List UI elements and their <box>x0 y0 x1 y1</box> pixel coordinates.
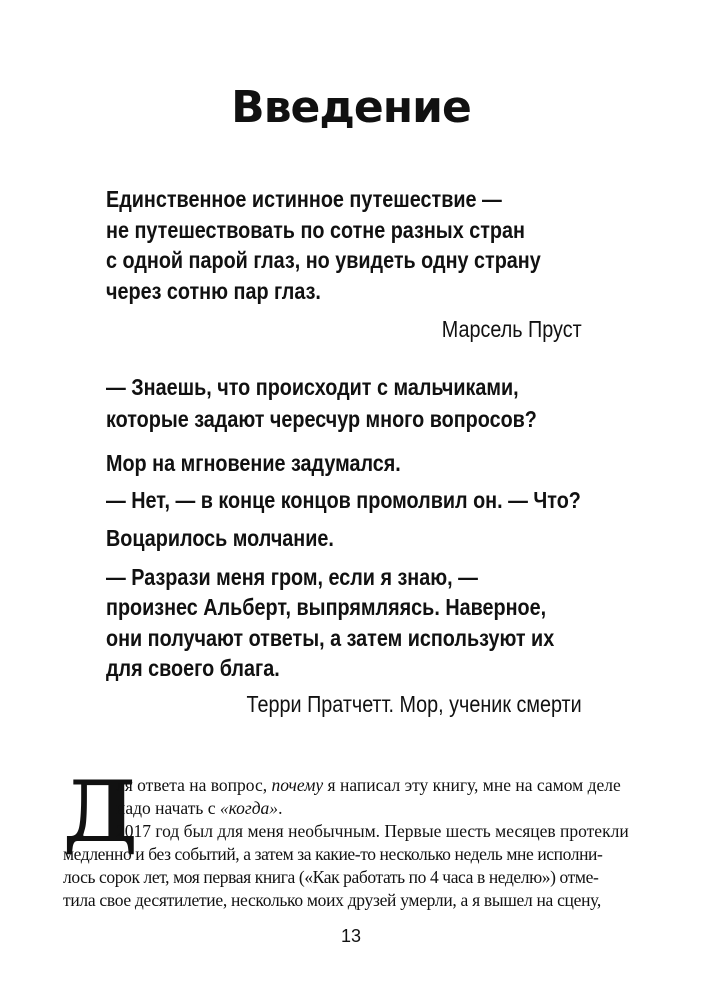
epigraph-line: Мор на мгновение задумался. <box>106 450 401 476</box>
epigraph-line: — Нет, — в конце концов промолвил он. — Что? <box>106 487 581 513</box>
epigraph-author: Терри Пратчетт. Мор, ученик смерти <box>246 691 582 717</box>
body-line: лось сорок лет, моя первая книга («Как работать по 4 часа в неделю») отме- <box>63 867 599 887</box>
epigraph-line: они получают ответы, а затем используют их <box>106 625 555 651</box>
body-line: ля ответа на вопрос, почему я написал эту книгу, мне на самом деле <box>116 775 621 795</box>
chapter-title: Введение <box>231 82 471 133</box>
epigraph-line: не путешествовать по сотне разных стран <box>106 217 525 243</box>
epigraph-line: Единственное истинное путешествие — <box>106 186 502 212</box>
epigraph-line: — Знаешь, что происходит с мальчиками, <box>106 374 519 400</box>
epigraph-line: с одной парой глаз, но увидеть одну страну <box>106 247 541 273</box>
drop-cap: Д <box>63 762 138 861</box>
body-line: 2017 год был для меня необычным. Первые шесть месяцев протекли <box>116 821 629 841</box>
page-number: 13 <box>340 926 362 946</box>
epigraph-line: Воцарилось молчание. <box>106 525 334 551</box>
epigraph-author: Марсель Пруст <box>442 316 582 342</box>
epigraph-line: для своего блага. <box>106 655 280 681</box>
body-line: тила свое десятилетие, несколько моих друзей умерли, а я вышел на сцену, <box>63 890 601 910</box>
epigraph-line: через сотню пар глаз. <box>106 278 321 304</box>
body-line: медленно и без событий, а затем за какие-то несколько недель мне исполни- <box>63 844 603 864</box>
epigraph-line: — Разрази меня гром, если я знаю, — <box>106 564 478 590</box>
epigraph-line: которые задают чересчур много вопросов? <box>106 406 537 432</box>
epigraph-line: произнес Альберт, выпрямляясь. Наверное, <box>106 594 547 620</box>
body-line: надо начать с «когда». <box>116 798 283 818</box>
